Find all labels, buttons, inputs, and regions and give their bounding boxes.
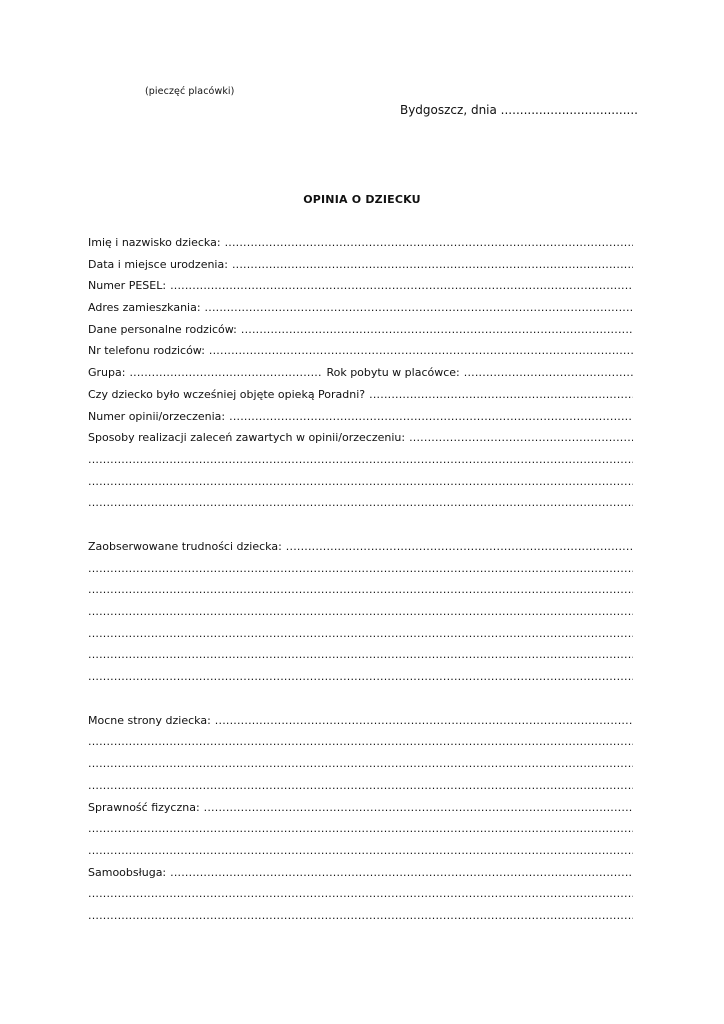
blank-line[interactable] <box>88 496 633 518</box>
field-label: Czy dziecko było wcześniej objęte opieką Poradni? <box>88 387 366 401</box>
fill-in-line[interactable] <box>88 648 633 661</box>
fill-in-line[interactable] <box>215 714 633 727</box>
field-physical-fitness[interactable] <box>88 801 633 823</box>
fill-in-line[interactable] <box>88 822 633 835</box>
field-label: Mocne strony dziecka: <box>88 713 211 727</box>
blank-line[interactable] <box>88 822 633 844</box>
field-label: Adres zamieszkania: <box>88 301 201 315</box>
fill-in-line[interactable] <box>209 344 633 357</box>
opinion-form <box>88 236 633 931</box>
blank-line[interactable] <box>88 562 633 584</box>
fill-in-line[interactable] <box>88 583 633 596</box>
fill-in-line[interactable] <box>409 431 633 444</box>
field-opinion-number[interactable] <box>88 410 633 432</box>
fill-in-line[interactable] <box>129 366 322 379</box>
fill-in-line[interactable] <box>88 670 633 683</box>
fill-in-line[interactable] <box>88 887 633 900</box>
field-difficulties[interactable] <box>88 540 633 562</box>
fill-in-line[interactable] <box>88 475 633 488</box>
field-label: Samoobsługa: <box>88 865 167 879</box>
field-label: Rok pobytu w placówce: <box>326 366 460 380</box>
blank-line[interactable] <box>88 583 633 605</box>
fill-in-line[interactable] <box>205 301 633 314</box>
field-address[interactable] <box>88 301 633 323</box>
fill-in-line[interactable] <box>88 562 633 575</box>
blank-line[interactable] <box>88 735 633 757</box>
field-label: Imię i nazwisko dziecka: <box>88 236 221 249</box>
fill-in-line[interactable] <box>88 779 633 792</box>
blank-line[interactable] <box>88 909 633 931</box>
blank-line[interactable] <box>88 453 633 475</box>
blank-line[interactable] <box>88 887 633 909</box>
fill-in-line[interactable] <box>88 757 633 770</box>
field-label: Dane personalne rodziców: <box>88 322 237 336</box>
fill-in-line[interactable] <box>464 366 633 379</box>
field-parents-phone[interactable] <box>88 344 633 366</box>
fill-in-line[interactable] <box>88 453 633 466</box>
field-label: Zaobserwowane trudności dziecka: <box>88 539 282 553</box>
blank-line[interactable] <box>88 844 633 866</box>
document-title: OPINIA O DZIECKU <box>303 193 421 206</box>
field-pesel[interactable] <box>88 279 633 301</box>
fill-in-line[interactable] <box>232 258 633 271</box>
fill-in-line[interactable] <box>88 496 633 509</box>
stamp-label: (pieczęć placówki) <box>145 86 235 97</box>
section-gap <box>88 692 633 714</box>
section-gap <box>88 518 633 540</box>
fill-in-line[interactable] <box>229 410 633 423</box>
field-label: Grupa: <box>88 366 126 380</box>
fill-in-line[interactable] <box>241 323 633 336</box>
field-group-and-stay[interactable] <box>88 366 633 388</box>
blank-line[interactable] <box>88 605 633 627</box>
field-parents-details[interactable] <box>88 323 633 345</box>
blank-line[interactable] <box>88 779 633 801</box>
blank-line[interactable] <box>88 648 633 670</box>
field-label: Nr telefonu rodziców: <box>88 344 205 358</box>
field-label: Data i miejsce urodzenia: <box>88 257 228 271</box>
field-birth-date-place[interactable] <box>88 258 633 280</box>
fill-in-line[interactable] <box>286 540 633 553</box>
blank-line[interactable] <box>88 670 633 692</box>
field-strengths[interactable] <box>88 714 633 736</box>
fill-in-line[interactable] <box>88 605 633 618</box>
place-date-line: Bydgoszcz, dnia .................................... <box>399 103 638 117</box>
field-prior-care[interactable] <box>88 388 633 410</box>
fill-in-line[interactable] <box>369 388 633 401</box>
fill-in-line[interactable] <box>88 844 633 857</box>
field-label: Numer PESEL: <box>88 279 167 293</box>
blank-line[interactable] <box>88 627 633 649</box>
fill-in-line[interactable] <box>204 801 633 814</box>
field-self-care[interactable] <box>88 866 633 888</box>
fill-in-line[interactable] <box>170 866 633 879</box>
field-label: Sposoby realizacji zaleceń zawartych w opinii/orzeczeniu: <box>88 431 406 445</box>
field-label: Sprawność fizyczna: <box>88 800 200 814</box>
field-child-name[interactable] <box>88 236 633 258</box>
fill-in-line[interactable] <box>88 735 633 748</box>
field-label: Numer opinii/orzeczenia: <box>88 409 226 423</box>
fill-in-line[interactable] <box>170 279 633 292</box>
fill-in-line[interactable] <box>88 909 633 922</box>
blank-line[interactable] <box>88 475 633 497</box>
field-recommendations[interactable] <box>88 431 633 453</box>
blank-line[interactable] <box>88 757 633 779</box>
fill-in-line[interactable] <box>225 236 633 249</box>
fill-in-line[interactable] <box>88 627 633 640</box>
